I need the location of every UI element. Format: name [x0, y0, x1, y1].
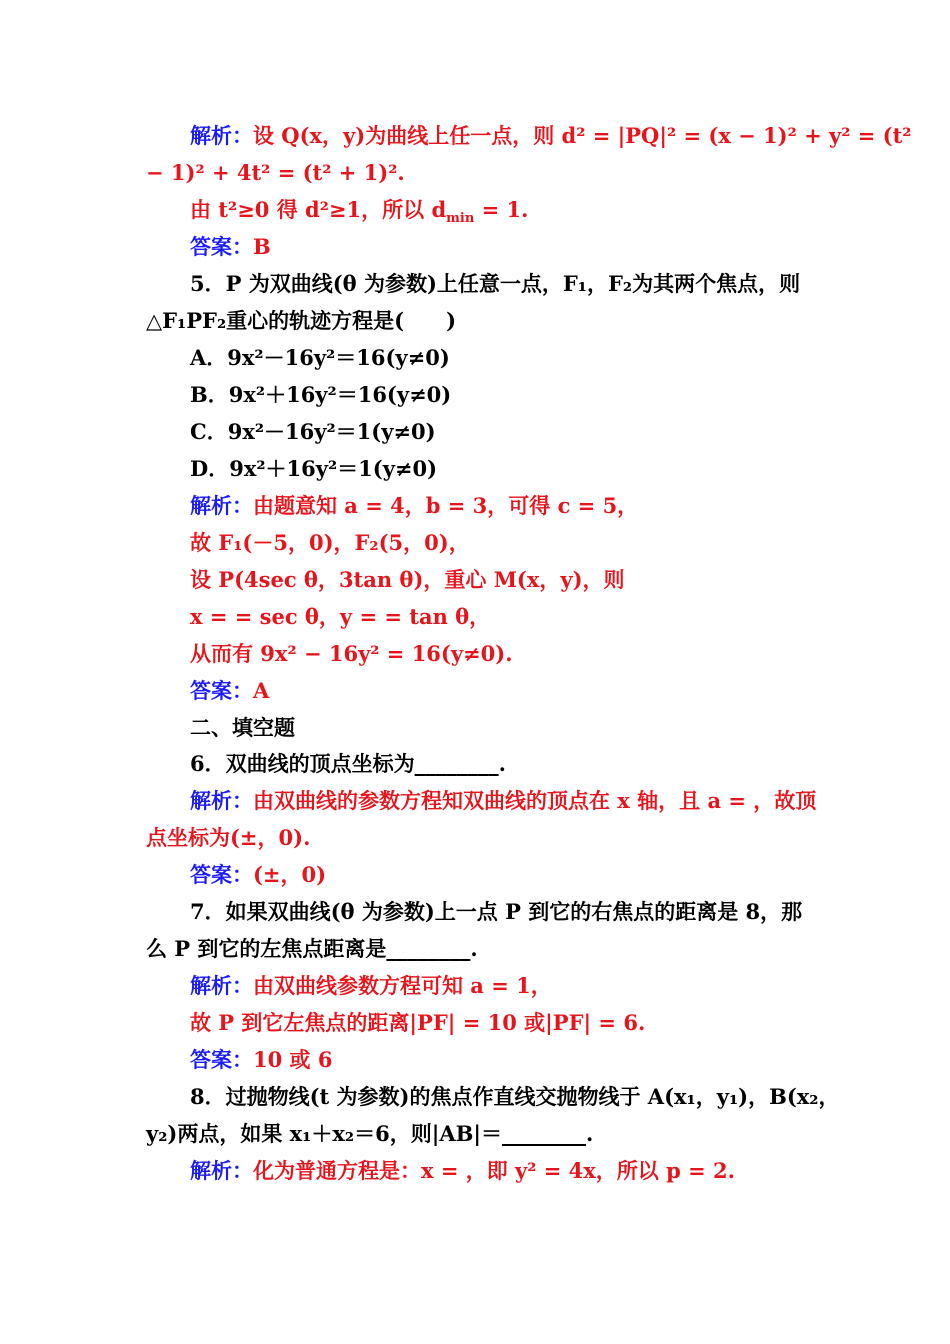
q4-analysis-text-1: 设 Q(x，y)为曲线上任一点，则 d² = |PQ|² = (x − 1)² + y² = (t²: [253, 123, 912, 148]
analysis-label: 解析：: [190, 973, 253, 998]
q6-stem: 6．双曲线的顶点坐标为________.: [190, 751, 506, 776]
q8-analysis-text-1: 化为普通方程是：x = ，即 y² = 4x，所以 p = 2.: [253, 1158, 735, 1183]
q5-analysis-text-1: 由题意知 a = 4，b = 3，可得 c = 5，: [253, 493, 639, 518]
q4-analysis-line-3: [190, 196, 528, 233]
q8-analysis-line-1: [190, 1157, 735, 1185]
answer-label: 答案：: [190, 234, 253, 259]
q7-stem-line-2: 么 P 到它的左焦点距离是________.: [146, 936, 478, 961]
q5-option-d: D．9x²＋16y²＝1(y≠0): [190, 456, 438, 481]
q5-stem-line-2: △F₁PF₂重心的轨迹方程是( ): [146, 308, 457, 333]
answer-label: 答案：: [190, 1047, 253, 1072]
q5-stem-line-1: 5．P 为双曲线(θ 为参数)上任意一点，F₁，F₂为其两个焦点，则: [190, 271, 801, 296]
q7-analysis-line-1: [190, 972, 552, 1000]
q4-analysis-line-2: − 1)² + 4t² = (t² + 1)².: [146, 160, 405, 185]
q4-analysis-text-3: 由 t²≥0 得 d²≥1，所以 d: [190, 197, 447, 222]
dmin-value: = 1.: [474, 197, 529, 222]
q7-stem-line-1: 7．如果双曲线(θ 为参数)上一点 P 到它的右焦点的距离是 8，那: [190, 899, 803, 924]
analysis-label: 解析：: [190, 493, 253, 518]
analysis-label: 解析：: [190, 1158, 253, 1183]
q6-analysis-line-2: 点坐标为(±，0).: [146, 825, 311, 850]
answer-label: 答案：: [190, 862, 253, 887]
q5-analysis-line-4: x = = sec θ，y = = tan θ，: [190, 604, 491, 629]
q5-option-b: B．9x²＋16y²＝16(y≠0): [190, 382, 452, 407]
q4-answer-value: B: [253, 234, 271, 259]
q6-answer-line: [190, 861, 326, 889]
section-title: 二、填空题: [190, 715, 295, 740]
q7-answer-line: [190, 1046, 332, 1074]
q5-analysis-line-1: [190, 492, 638, 520]
q6-analysis-line-1: [190, 787, 816, 815]
answer-label: 答案：: [190, 678, 253, 703]
q5-analysis-line-3: 设 P(4sec θ，3tan θ)，重心 M(x，y)，则: [190, 567, 625, 592]
q7-analysis-line-2: 故 P 到它左焦点的距离|PF| = 10 或|PF| = 6.: [190, 1010, 646, 1035]
q7-answer-value: 10 或 6: [253, 1047, 333, 1072]
q5-analysis-line-2: 故 F₁(－5，0)，F₂(5，0)，: [190, 530, 470, 555]
q4-answer-line: [190, 233, 271, 261]
q5-answer-value: A: [253, 678, 270, 703]
q5-option-a: A．9x²－16y²＝16(y≠0): [190, 345, 450, 370]
analysis-label: 解析：: [190, 788, 253, 813]
q5-analysis-line-5: 从而有 9x² − 16y² = 16(y≠0).: [190, 641, 513, 666]
q6-analysis-text-1: 由双曲线的参数方程知双曲线的顶点在 x 轴，且 a = ，故顶: [253, 788, 817, 813]
q6-answer-value: (±，0): [253, 862, 327, 887]
q4-analysis-line-1: [190, 122, 911, 150]
q7-analysis-text-1: 由双曲线参数方程可知 a = 1，: [253, 973, 552, 998]
dmin-subscript: min: [446, 211, 475, 227]
q5-answer-line: [190, 677, 269, 705]
q8-stem-line-1: 8．过抛物线(t 为参数)的焦点作直线交抛物线于 A(x₁，y₁)，B(x₂，: [190, 1084, 840, 1109]
analysis-label: 解析：: [190, 123, 253, 148]
q8-stem-line-2: y₂)两点，如果 x₁＋x₂＝6，则|AB|＝________.: [146, 1121, 594, 1146]
q5-option-c: C．9x²－16y²＝1(y≠0): [190, 419, 436, 444]
